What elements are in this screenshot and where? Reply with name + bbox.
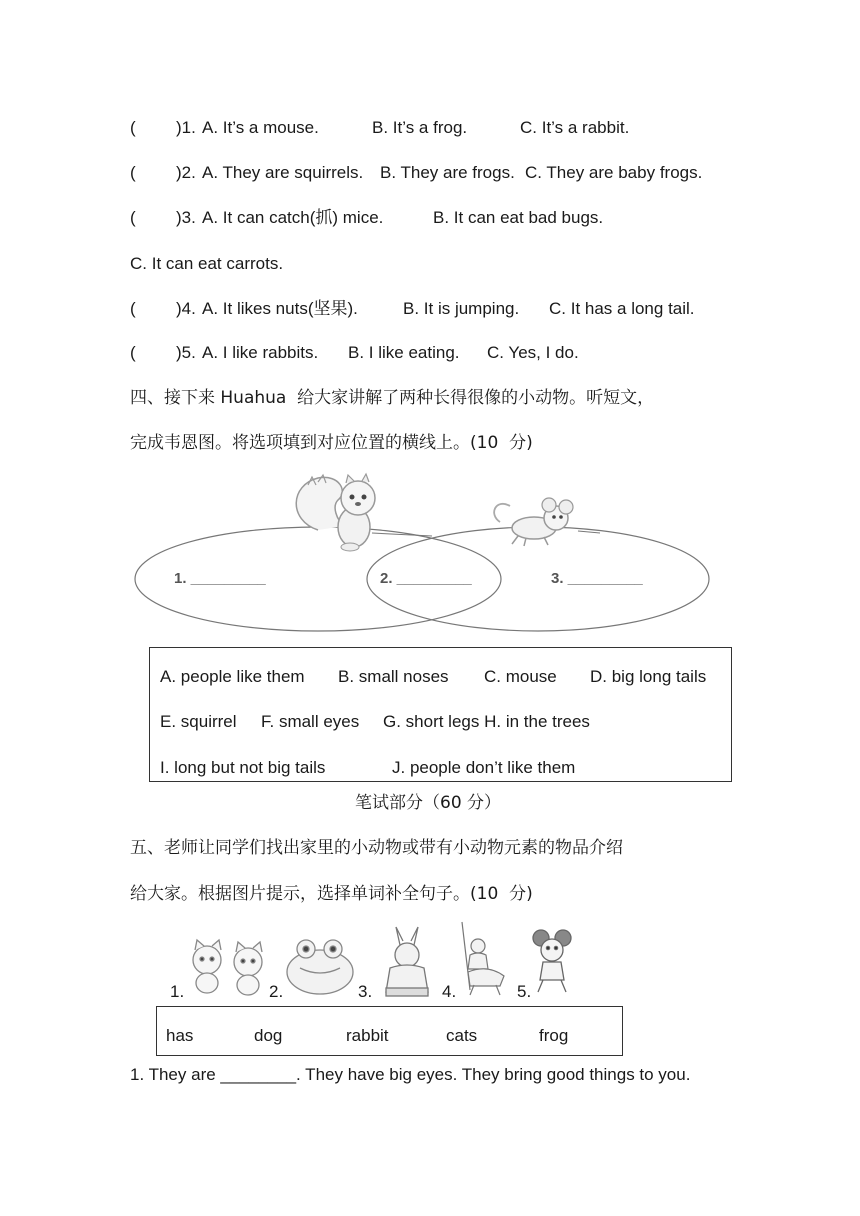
- option-a: A. It can catch(抓) mice.: [202, 208, 384, 227]
- question-number: )5.: [176, 343, 196, 362]
- question-number: )2.: [176, 163, 196, 182]
- word-bank-item: rabbit: [346, 1026, 389, 1045]
- option-B: B. small noses: [338, 667, 449, 686]
- option-c: C. It has a long tail.: [549, 299, 695, 318]
- frog-picture: [287, 940, 353, 994]
- answer-paren: (: [130, 208, 136, 227]
- picture-number-3: 3.: [358, 982, 373, 1001]
- option-c: C. It’s a rabbit.: [520, 118, 630, 137]
- horse-rider-picture: [462, 922, 504, 995]
- venn-label-1: 1. _________: [174, 570, 266, 587]
- question-number: )3.: [176, 208, 196, 227]
- option-G-H: G. short legs H. in the trees: [383, 712, 590, 731]
- option-c: C. Yes, I do.: [487, 343, 579, 362]
- cartoon-mouse-picture: [533, 930, 571, 992]
- answer-paren: (: [130, 163, 136, 182]
- option-I: I. long but not big tails: [160, 758, 326, 777]
- option-D: D. big long tails: [590, 667, 707, 686]
- option-a: A. I like rabbits.: [202, 343, 319, 362]
- venn-label-2: 2. _________: [380, 570, 472, 587]
- option-a: A. It’s a mouse.: [202, 118, 319, 137]
- option-E: E. squirrel: [160, 712, 237, 731]
- option-c: C. It can eat carrots.: [130, 254, 284, 273]
- cats-picture: [193, 940, 262, 995]
- option-a: A. They are squirrels.: [202, 163, 364, 182]
- written-section-header: 笔试部分（60 分）: [355, 793, 502, 813]
- word-bank-item: frog: [539, 1026, 569, 1045]
- option-b: B. It can eat bad bugs.: [433, 208, 604, 227]
- option-J: J. people don’t like them: [392, 758, 576, 777]
- option-C: C. mouse: [484, 667, 557, 686]
- section-4-title: 四、接下来 Huahua 给大家讲解了两种长得很像的小动物。听短文，: [130, 388, 655, 408]
- option-b: B. I like eating.: [348, 343, 460, 362]
- option-a: A. It likes nuts(坚果).: [202, 299, 358, 318]
- picture-number-4: 4.: [442, 982, 457, 1001]
- answer-paren: (: [130, 343, 136, 362]
- answer-paren: (: [130, 118, 136, 137]
- word-bank-item: has: [166, 1026, 194, 1045]
- option-b: B. It’s a frog.: [372, 118, 468, 137]
- sentence-1: 1. They are ________. They have big eyes. They bring good things to you.: [130, 1065, 691, 1084]
- option-b: B. They are frogs.: [380, 163, 515, 182]
- option-c: C. They are baby frogs.: [525, 163, 703, 182]
- section-4-title-cont: 完成韦恩图。将选项填到对应位置的横线上。(10 分): [130, 433, 533, 453]
- option-A: A. people like them: [160, 667, 305, 686]
- picture-number-5: 5.: [517, 982, 532, 1001]
- answer-paren: (: [130, 299, 136, 318]
- rabbit-figure-picture: [386, 927, 428, 996]
- picture-number-1: 1.: [170, 982, 185, 1001]
- venn-label-3: 3. _________: [551, 570, 643, 587]
- option-F: F. small eyes: [261, 712, 360, 731]
- question-number: )1.: [176, 118, 196, 137]
- word-bank-item: dog: [254, 1026, 283, 1045]
- picture-number-2: 2.: [269, 982, 284, 1001]
- question-number: )4.: [176, 299, 196, 318]
- option-b: B. It is jumping.: [403, 299, 520, 318]
- word-bank-item: cats: [446, 1026, 478, 1045]
- section-5-title: 五、老师让同学们找出家里的小动物或带有小动物元素的物品介绍: [130, 838, 623, 858]
- section-5-title-cont: 给大家。根据图片提示，选择单词补全句子。(10 分): [130, 884, 533, 904]
